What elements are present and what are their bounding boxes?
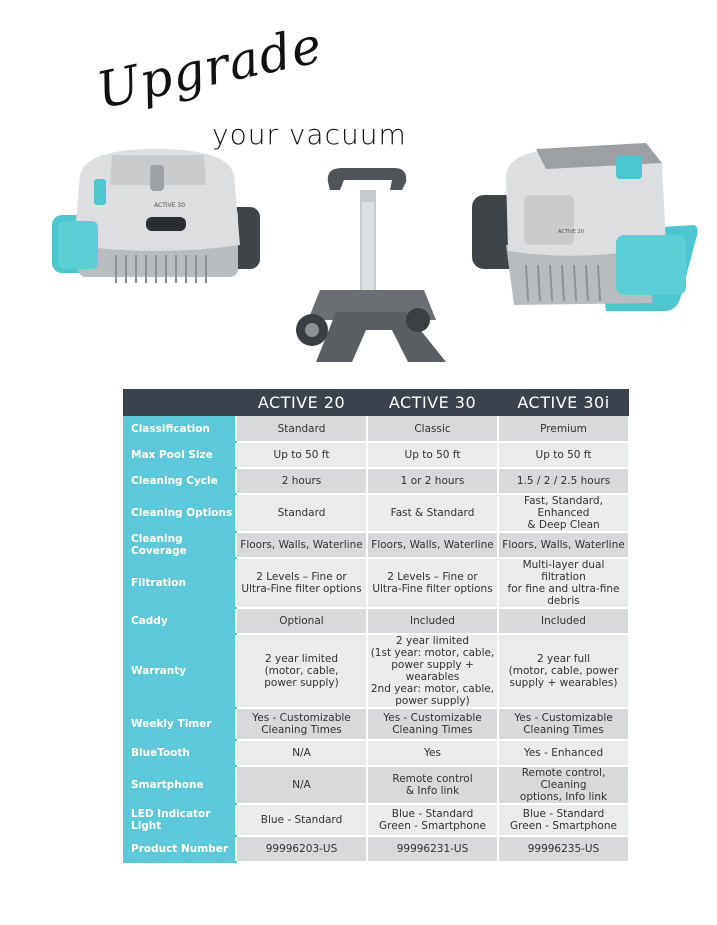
row-label: Weekly Timer: [123, 708, 236, 740]
table-row: [123, 468, 629, 494]
table-cell: Optional: [236, 608, 367, 634]
table-cell: 2 hours: [236, 468, 367, 494]
row-label: Cleaning Options: [123, 494, 236, 532]
comparison-table: [123, 389, 630, 863]
row-label: Caddy: [123, 608, 236, 634]
table-row: [123, 708, 629, 740]
table-cell: 1.5 / 2 / 2.5 hours: [498, 468, 629, 494]
active-20-robot-image: [466, 135, 700, 317]
active-30-robot-label: ACTIVE 30: [154, 202, 186, 209]
table-cell: 2 Levels – Fine or Ultra-Fine filter options: [236, 558, 367, 608]
row-label: Max Pool Size: [123, 442, 236, 468]
table-cell: 2 year limited (1st year: motor, cable, power supply + wearables 2nd year: motor, cable, power supply): [367, 634, 498, 708]
table-row: [123, 740, 629, 766]
subtitle: your vacuum: [212, 118, 407, 151]
table-cell: Up to 50 ft: [498, 442, 629, 468]
table-cell: 2 year limited (motor, cable, power supply): [236, 634, 367, 708]
script-title: Upgrade: [91, 15, 328, 121]
active-30-robot-image: [46, 145, 264, 290]
table-cell: Floors, Walls, Waterline: [367, 532, 498, 558]
table-cell: 99996231-US: [367, 836, 498, 862]
table-cell: 1 or 2 hours: [367, 468, 498, 494]
table-cell: Fast & Standard: [367, 494, 498, 532]
table-cell: Yes - Customizable Cleaning Times: [236, 708, 367, 740]
row-label: LED Indicator Light: [123, 804, 236, 836]
row-label: Cleaning Cycle: [123, 468, 236, 494]
row-label: BlueTooth: [123, 740, 236, 766]
table-cell: Blue - Standard: [236, 804, 367, 836]
table-row: [123, 494, 629, 532]
header-corner: [123, 389, 236, 416]
row-label: Smartphone: [123, 766, 236, 804]
column-header-active-30: ACTIVE 30: [367, 389, 498, 416]
hero-section: [0, 0, 717, 385]
table-cell: Yes - Enhanced: [498, 740, 629, 766]
table-cell: Remote control & Info link: [367, 766, 498, 804]
table-cell: Included: [498, 608, 629, 634]
table-cell: N/A: [236, 766, 367, 804]
table-row: [123, 766, 629, 804]
table-cell: Blue - Standard Green - Smartphone: [367, 804, 498, 836]
table-row: [123, 634, 629, 708]
table-cell: Yes: [367, 740, 498, 766]
table-row: [123, 416, 629, 442]
table-cell: Multi-layer dual filtration for fine and ultra-fine debris: [498, 558, 629, 608]
row-label: Filtration: [123, 558, 236, 608]
table-row: [123, 558, 629, 608]
table-cell: 2 year full (motor, cable, power supply + wearables): [498, 634, 629, 708]
caddy-image: [296, 162, 466, 362]
table-cell: Blue - Standard Green - Smartphone: [498, 804, 629, 836]
table-cell: 99996235-US: [498, 836, 629, 862]
table-cell: Up to 50 ft: [236, 442, 367, 468]
table-cell: Yes - Customizable Cleaning Times: [367, 708, 498, 740]
row-label: Cleaning Coverage: [123, 532, 236, 558]
table-row: [123, 804, 629, 836]
table-cell: Standard: [236, 416, 367, 442]
row-label: Classification: [123, 416, 236, 442]
table-row: [123, 608, 629, 634]
table-cell: Fast, Standard, Enhanced & Deep Clean: [498, 494, 629, 532]
active-20-robot-label: ACTIVE 20: [558, 229, 584, 235]
table-cell: Remote control, Cleaning options, Info link: [498, 766, 629, 804]
column-header-active-20: ACTIVE 20: [236, 389, 367, 416]
table-row: [123, 532, 629, 558]
row-label: Product Number: [123, 836, 236, 862]
table-header-row: [123, 389, 629, 416]
table-cell: Premium: [498, 416, 629, 442]
table-cell: Floors, Walls, Waterline: [236, 532, 367, 558]
column-header-active-30i: ACTIVE 30i: [498, 389, 629, 416]
table-cell: Up to 50 ft: [367, 442, 498, 468]
table-cell: Included: [367, 608, 498, 634]
table-cell: Standard: [236, 494, 367, 532]
row-label: Warranty: [123, 634, 236, 708]
table-cell: 2 Levels – Fine or Ultra-Fine filter options: [367, 558, 498, 608]
table-row: [123, 836, 629, 862]
table-cell: 99996203-US: [236, 836, 367, 862]
table-cell: Yes - Customizable Cleaning Times: [498, 708, 629, 740]
table-cell: Floors, Walls, Waterline: [498, 532, 629, 558]
table-row: [123, 442, 629, 468]
table-cell: Classic: [367, 416, 498, 442]
table-cell: N/A: [236, 740, 367, 766]
